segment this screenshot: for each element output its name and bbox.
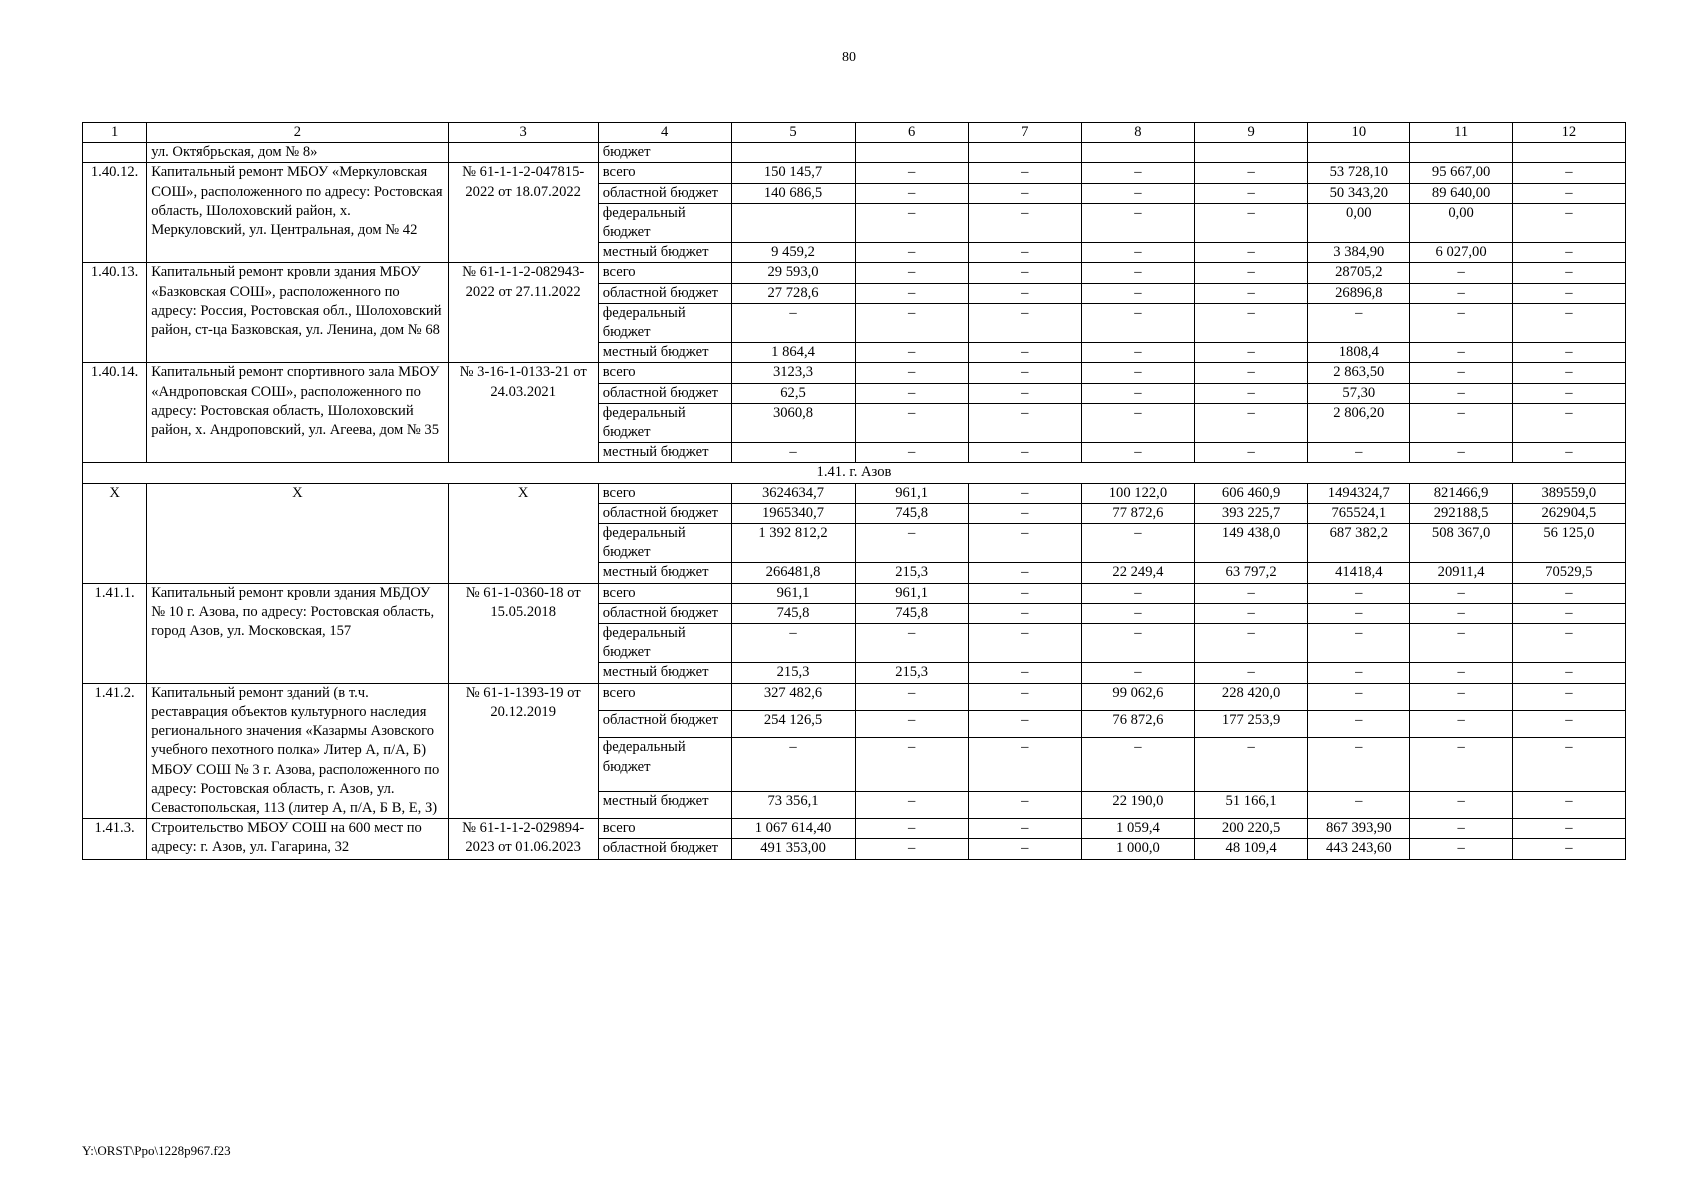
project-row <box>83 163 1626 183</box>
continuation-value <box>1410 143 1512 163</box>
budget-label-total: всего <box>598 163 731 183</box>
budget-value: – <box>1195 263 1308 283</box>
budget-value: 821466,9 <box>1410 483 1512 503</box>
project-doc: № 3-16-1-0133-21 от 24.03.2021 <box>448 363 598 463</box>
budget-value: – <box>968 203 1081 242</box>
budget-table <box>82 122 1626 860</box>
budget-value: – <box>1308 603 1410 623</box>
column-header-10: 10 <box>1308 123 1410 143</box>
budget-value: – <box>1308 738 1410 791</box>
budget-label-regional: областной бюджет <box>598 503 731 523</box>
budget-value: 2 806,20 <box>1308 403 1410 442</box>
budget-value: 27 728,6 <box>731 283 855 303</box>
budget-value: – <box>855 283 968 303</box>
project-name: Капитальный ремонт кровли здания МБОУ «Базковская СОШ», расположенного по адресу: Россия, Ростовская обл., Шолоховский район, ст-ца Базковская, ул. Ленина, дом № 68 <box>147 263 448 363</box>
budget-value: – <box>1081 738 1194 791</box>
budget-value: – <box>1308 583 1410 603</box>
project-row <box>83 819 1626 839</box>
budget-value: 215,3 <box>731 663 855 683</box>
budget-value: – <box>731 303 855 342</box>
column-header-4: 4 <box>598 123 731 143</box>
continuation-doc <box>448 143 598 163</box>
budget-value: – <box>1195 663 1308 683</box>
budget-value: 63 797,2 <box>1195 563 1308 583</box>
column-header-row <box>83 123 1626 143</box>
budget-value: – <box>968 403 1081 442</box>
continuation-value <box>1308 143 1410 163</box>
budget-value: – <box>968 503 1081 523</box>
budget-value: – <box>968 683 1081 710</box>
column-header-3: 3 <box>448 123 598 143</box>
budget-value: 95 667,00 <box>1410 163 1512 183</box>
column-header-7: 7 <box>968 123 1081 143</box>
budget-value: – <box>1512 683 1625 710</box>
budget-value: – <box>968 163 1081 183</box>
budget-value: – <box>855 363 968 383</box>
budget-value: – <box>855 203 968 242</box>
budget-value: – <box>1195 443 1308 463</box>
continuation-text: ул. Октябрьская, дом № 8» <box>147 143 448 163</box>
budget-value: 3624634,7 <box>731 483 855 503</box>
continuation-id <box>83 143 147 163</box>
budget-value: – <box>1195 283 1308 303</box>
project-doc: № 61-1-1393-19 от 20.12.2019 <box>448 683 598 818</box>
budget-value: – <box>1410 443 1512 463</box>
budget-value: 26896,8 <box>1308 283 1410 303</box>
budget-value: – <box>1512 203 1625 242</box>
continuation-budget: бюджет <box>598 143 731 163</box>
budget-value: 22 190,0 <box>1081 791 1194 818</box>
budget-label-total: всего <box>598 363 731 383</box>
project-doc: № 61-1-1-2-029894-2023 от 01.06.2023 <box>448 819 598 859</box>
budget-label-total: всего <box>598 583 731 603</box>
budget-value: 200 220,5 <box>1195 819 1308 839</box>
budget-label-federal: федеральный бюджет <box>598 203 731 242</box>
footer-file-path: Y:\ORST\Ppo\1228p967.f23 <box>82 1143 231 1158</box>
budget-value: – <box>968 263 1081 283</box>
budget-value: – <box>968 738 1081 791</box>
project-id: 1.41.1. <box>83 583 147 683</box>
budget-value: 1494324,7 <box>1308 483 1410 503</box>
budget-value: 28705,2 <box>1308 263 1410 283</box>
budget-value: 62,5 <box>731 383 855 403</box>
column-header-2: 2 <box>147 123 448 143</box>
budget-value: – <box>968 791 1081 818</box>
continuation-value <box>1081 143 1194 163</box>
budget-value: 89 640,00 <box>1410 183 1512 203</box>
project-row <box>83 363 1626 383</box>
budget-value: 3060,8 <box>731 403 855 442</box>
budget-value: – <box>968 183 1081 203</box>
budget-value: – <box>1195 243 1308 263</box>
budget-value: – <box>1512 283 1625 303</box>
budget-value: – <box>1512 243 1625 263</box>
budget-value: – <box>855 839 968 859</box>
budget-value: – <box>1512 819 1625 839</box>
budget-value: 9 459,2 <box>731 243 855 263</box>
budget-value: – <box>1512 839 1625 859</box>
budget-value: – <box>1512 663 1625 683</box>
budget-value: – <box>855 383 968 403</box>
budget-value: – <box>1081 624 1194 663</box>
budget-value: – <box>1081 183 1194 203</box>
column-header-12: 12 <box>1512 123 1625 143</box>
budget-label-regional: областной бюджет <box>598 383 731 403</box>
section-header-row <box>83 463 1626 483</box>
budget-value: – <box>968 303 1081 342</box>
budget-value: – <box>1195 183 1308 203</box>
budget-value: – <box>1410 283 1512 303</box>
budget-value: – <box>968 839 1081 859</box>
budget-value: 687 382,2 <box>1308 524 1410 563</box>
project-doc: X <box>448 483 598 583</box>
page-number: 80 <box>842 50 856 65</box>
budget-value: – <box>1410 263 1512 283</box>
budget-value: – <box>731 624 855 663</box>
project-row <box>83 483 1626 503</box>
budget-value: 3 384,90 <box>1308 243 1410 263</box>
budget-value: 228 420,0 <box>1195 683 1308 710</box>
budget-value: – <box>731 738 855 791</box>
section-header: 1.41. г. Азов <box>83 463 1626 483</box>
budget-value: – <box>855 343 968 363</box>
budget-value: – <box>1512 711 1625 738</box>
budget-value: 20911,4 <box>1410 563 1512 583</box>
continuation-value <box>731 143 855 163</box>
budget-value: – <box>1195 738 1308 791</box>
budget-value: – <box>855 524 968 563</box>
budget-value: 57,30 <box>1308 383 1410 403</box>
project-doc: № 61-1-0360-18 от 15.05.2018 <box>448 583 598 683</box>
budget-value: – <box>1195 303 1308 342</box>
budget-label-regional: областной бюджет <box>598 603 731 623</box>
budget-value: 1965340,7 <box>731 503 855 523</box>
budget-value: – <box>1195 624 1308 663</box>
budget-value: – <box>1410 738 1512 791</box>
budget-value: – <box>1081 243 1194 263</box>
budget-value: – <box>1308 663 1410 683</box>
budget-value: – <box>1512 403 1625 442</box>
budget-value: – <box>1410 363 1512 383</box>
budget-value: 443 243,60 <box>1308 839 1410 859</box>
budget-value: – <box>968 363 1081 383</box>
budget-value: – <box>968 283 1081 303</box>
budget-value: – <box>1081 263 1194 283</box>
budget-value: – <box>1512 383 1625 403</box>
budget-value: – <box>1308 791 1410 818</box>
budget-value: 140 686,5 <box>731 183 855 203</box>
project-id: 1.41.3. <box>83 819 147 859</box>
budget-value: – <box>1081 303 1194 342</box>
budget-value: – <box>1195 203 1308 242</box>
column-header-6: 6 <box>855 123 968 143</box>
project-id: 1.41.2. <box>83 683 147 818</box>
budget-label-local: местный бюджет <box>598 663 731 683</box>
budget-value: 149 438,0 <box>1195 524 1308 563</box>
budget-value: – <box>1195 163 1308 183</box>
budget-value: 1 059,4 <box>1081 819 1194 839</box>
budget-value: – <box>855 403 968 442</box>
budget-value: – <box>1410 603 1512 623</box>
budget-value: – <box>855 683 968 710</box>
budget-value: 100 122,0 <box>1081 483 1194 503</box>
budget-value: – <box>1512 624 1625 663</box>
budget-value: – <box>1081 443 1194 463</box>
budget-value: – <box>1081 163 1194 183</box>
project-name: Капитальный ремонт зданий (в т.ч. реставрация объектов культурного наследия регионального значения «Казармы Азовского учебного пехотного полка» Литер А, п/А, Б) МБОУ СОШ № 3 г. Азова, расположенного по адресу: Ростовская область, г. Азов, ул. Севастопольская, 113 (литер А, п/А, Б В, Е, З) <box>147 683 448 818</box>
project-name: Капитальный ремонт спортивного зала МБОУ «Андроповская СОШ», расположенного по адресу: Ростовская область, Шолоховский район, х. Андроповский, ул. Агеева, дом № 35 <box>147 363 448 463</box>
budget-value: – <box>1410 383 1512 403</box>
budget-value: – <box>1512 183 1625 203</box>
budget-value: – <box>1512 163 1625 183</box>
budget-value <box>731 203 855 242</box>
budget-value: 606 460,9 <box>1195 483 1308 503</box>
project-row <box>83 583 1626 603</box>
budget-label-regional: областной бюджет <box>598 839 731 859</box>
budget-value: – <box>1195 603 1308 623</box>
budget-value: 393 225,7 <box>1195 503 1308 523</box>
project-id: 1.40.12. <box>83 163 147 263</box>
budget-value: – <box>1410 663 1512 683</box>
budget-value: 1 864,4 <box>731 343 855 363</box>
budget-value: 29 593,0 <box>731 263 855 283</box>
budget-value: – <box>1512 303 1625 342</box>
budget-value: – <box>1512 738 1625 791</box>
budget-value: 150 145,7 <box>731 163 855 183</box>
budget-value: 327 482,6 <box>731 683 855 710</box>
budget-label-total: всего <box>598 683 731 710</box>
budget-value: – <box>855 624 968 663</box>
budget-value: – <box>1308 711 1410 738</box>
budget-value: – <box>1512 443 1625 463</box>
project-id: 1.40.14. <box>83 363 147 463</box>
budget-value: 745,8 <box>855 503 968 523</box>
budget-value: – <box>1410 343 1512 363</box>
budget-value: – <box>1195 343 1308 363</box>
budget-value: – <box>1195 583 1308 603</box>
budget-value: 22 249,4 <box>1081 563 1194 583</box>
budget-value: – <box>1081 524 1194 563</box>
budget-value: 215,3 <box>855 563 968 583</box>
column-header-1: 1 <box>83 123 147 143</box>
project-name: X <box>147 483 448 583</box>
budget-value: 41418,4 <box>1308 563 1410 583</box>
budget-value: – <box>1195 383 1308 403</box>
budget-value: 765524,1 <box>1308 503 1410 523</box>
budget-label-local: местный бюджет <box>598 563 731 583</box>
project-name: Капитальный ремонт МБОУ «Меркуловская СОШ», расположенного по адресу: Ростовская область, Шолоховский район, х. Меркуловский, ул. Центральная, дом № 42 <box>147 163 448 263</box>
budget-value: 77 872,6 <box>1081 503 1194 523</box>
budget-value: – <box>968 624 1081 663</box>
budget-value: 76 872,6 <box>1081 711 1194 738</box>
budget-value: – <box>968 343 1081 363</box>
budget-value: – <box>1081 403 1194 442</box>
budget-value: – <box>855 183 968 203</box>
budget-value: – <box>1308 443 1410 463</box>
budget-value: 215,3 <box>855 663 968 683</box>
column-header-11: 11 <box>1410 123 1512 143</box>
budget-value: 389559,0 <box>1512 483 1625 503</box>
budget-value: – <box>731 443 855 463</box>
budget-value: – <box>1308 683 1410 710</box>
budget-label-total: всего <box>598 483 731 503</box>
budget-value: – <box>855 443 968 463</box>
budget-value: – <box>968 243 1081 263</box>
budget-value: – <box>968 711 1081 738</box>
budget-value: – <box>1081 363 1194 383</box>
budget-value: – <box>968 819 1081 839</box>
budget-value: 262904,5 <box>1512 503 1625 523</box>
project-id: X <box>83 483 147 583</box>
budget-label-local: местный бюджет <box>598 343 731 363</box>
budget-value: 0,00 <box>1308 203 1410 242</box>
budget-value: – <box>968 524 1081 563</box>
budget-value: 51 166,1 <box>1195 791 1308 818</box>
budget-value: – <box>1512 263 1625 283</box>
budget-value: – <box>855 163 968 183</box>
budget-label-federal: федеральный бюджет <box>598 624 731 663</box>
budget-value: – <box>1308 303 1410 342</box>
budget-value: – <box>1081 603 1194 623</box>
budget-value: – <box>855 819 968 839</box>
budget-value: 53 728,10 <box>1308 163 1410 183</box>
budget-value: – <box>968 383 1081 403</box>
budget-value: – <box>968 663 1081 683</box>
budget-value: – <box>1512 363 1625 383</box>
budget-label-local: местный бюджет <box>598 443 731 463</box>
continuation-value <box>855 143 968 163</box>
budget-value: – <box>855 263 968 283</box>
column-header-9: 9 <box>1195 123 1308 143</box>
project-name: Капитальный ремонт кровли здания МБДОУ № 10 г. Азова, по адресу: Ростовская область, город Азов, ул. Московская, 157 <box>147 583 448 683</box>
budget-value: 1 000,0 <box>1081 839 1194 859</box>
budget-value: – <box>1195 403 1308 442</box>
continuation-row <box>83 143 1626 163</box>
budget-value: 73 356,1 <box>731 791 855 818</box>
budget-value: – <box>1512 791 1625 818</box>
budget-label-federal: федеральный бюджет <box>598 403 731 442</box>
budget-value: – <box>1410 583 1512 603</box>
budget-label-federal: федеральный бюджет <box>598 738 731 791</box>
budget-label-regional: областной бюджет <box>598 711 731 738</box>
budget-value: – <box>1410 791 1512 818</box>
budget-value: 2 863,50 <box>1308 363 1410 383</box>
budget-value: – <box>1410 624 1512 663</box>
budget-label-regional: областной бюджет <box>598 183 731 203</box>
budget-label-federal: федеральный бюджет <box>598 303 731 342</box>
continuation-value <box>1512 143 1625 163</box>
budget-value: 50 343,20 <box>1308 183 1410 203</box>
project-name: Строительство МБОУ СОШ на 600 мест по адресу: г. Азов, ул. Гагарина, 32 <box>147 819 448 859</box>
budget-label-local: местный бюджет <box>598 791 731 818</box>
project-doc: № 61-1-1-2-047815-2022 от 18.07.2022 <box>448 163 598 263</box>
budget-value: – <box>1081 583 1194 603</box>
budget-value: – <box>968 443 1081 463</box>
budget-value: – <box>1410 711 1512 738</box>
budget-value: 745,8 <box>731 603 855 623</box>
budget-value: 1 067 614,40 <box>731 819 855 839</box>
budget-value: 48 109,4 <box>1195 839 1308 859</box>
budget-value: 70529,5 <box>1512 563 1625 583</box>
budget-value: – <box>1410 683 1512 710</box>
continuation-value <box>1195 143 1308 163</box>
budget-value: – <box>968 583 1081 603</box>
budget-value: 0,00 <box>1410 203 1512 242</box>
budget-value: – <box>1410 303 1512 342</box>
budget-label-local: местный бюджет <box>598 243 731 263</box>
budget-value: 491 353,00 <box>731 839 855 859</box>
budget-value: – <box>855 303 968 342</box>
budget-value: – <box>1410 403 1512 442</box>
budget-value: – <box>1081 343 1194 363</box>
project-doc: № 61-1-1-2-082943-2022 от 27.11.2022 <box>448 263 598 363</box>
column-header-5: 5 <box>731 123 855 143</box>
budget-value: – <box>1081 283 1194 303</box>
budget-value: – <box>1081 663 1194 683</box>
budget-label-total: всего <box>598 263 731 283</box>
project-id: 1.40.13. <box>83 263 147 363</box>
budget-value: – <box>855 243 968 263</box>
budget-value: 6 027,00 <box>1410 243 1512 263</box>
budget-value: 56 125,0 <box>1512 524 1625 563</box>
budget-value: 266481,8 <box>731 563 855 583</box>
budget-value: 961,1 <box>855 483 968 503</box>
budget-value: – <box>1512 603 1625 623</box>
budget-value: – <box>968 483 1081 503</box>
budget-value: 745,8 <box>855 603 968 623</box>
project-row <box>83 683 1626 710</box>
budget-value: 99 062,6 <box>1081 683 1194 710</box>
budget-label-regional: областной бюджет <box>598 283 731 303</box>
budget-value: 177 253,9 <box>1195 711 1308 738</box>
budget-value: – <box>855 738 968 791</box>
budget-value: – <box>855 791 968 818</box>
budget-value: 3123,3 <box>731 363 855 383</box>
budget-label-total: всего <box>598 819 731 839</box>
continuation-value <box>968 143 1081 163</box>
budget-label-federal: федеральный бюджет <box>598 524 731 563</box>
budget-value: 292188,5 <box>1410 503 1512 523</box>
budget-value: 1 392 812,2 <box>731 524 855 563</box>
budget-value: – <box>1081 203 1194 242</box>
budget-value: – <box>1081 383 1194 403</box>
budget-value: – <box>1410 839 1512 859</box>
budget-value: – <box>1512 343 1625 363</box>
budget-value: 961,1 <box>731 583 855 603</box>
budget-value: – <box>1410 819 1512 839</box>
budget-value: 1808,4 <box>1308 343 1410 363</box>
budget-value: – <box>855 711 968 738</box>
column-header-8: 8 <box>1081 123 1194 143</box>
budget-value: 508 367,0 <box>1410 524 1512 563</box>
budget-value: – <box>1512 583 1625 603</box>
budget-value: – <box>1195 363 1308 383</box>
budget-value: – <box>968 603 1081 623</box>
budget-value: 961,1 <box>855 583 968 603</box>
budget-value: 254 126,5 <box>731 711 855 738</box>
budget-value: – <box>968 563 1081 583</box>
budget-value: 867 393,90 <box>1308 819 1410 839</box>
project-row <box>83 263 1626 283</box>
budget-value: – <box>1308 624 1410 663</box>
